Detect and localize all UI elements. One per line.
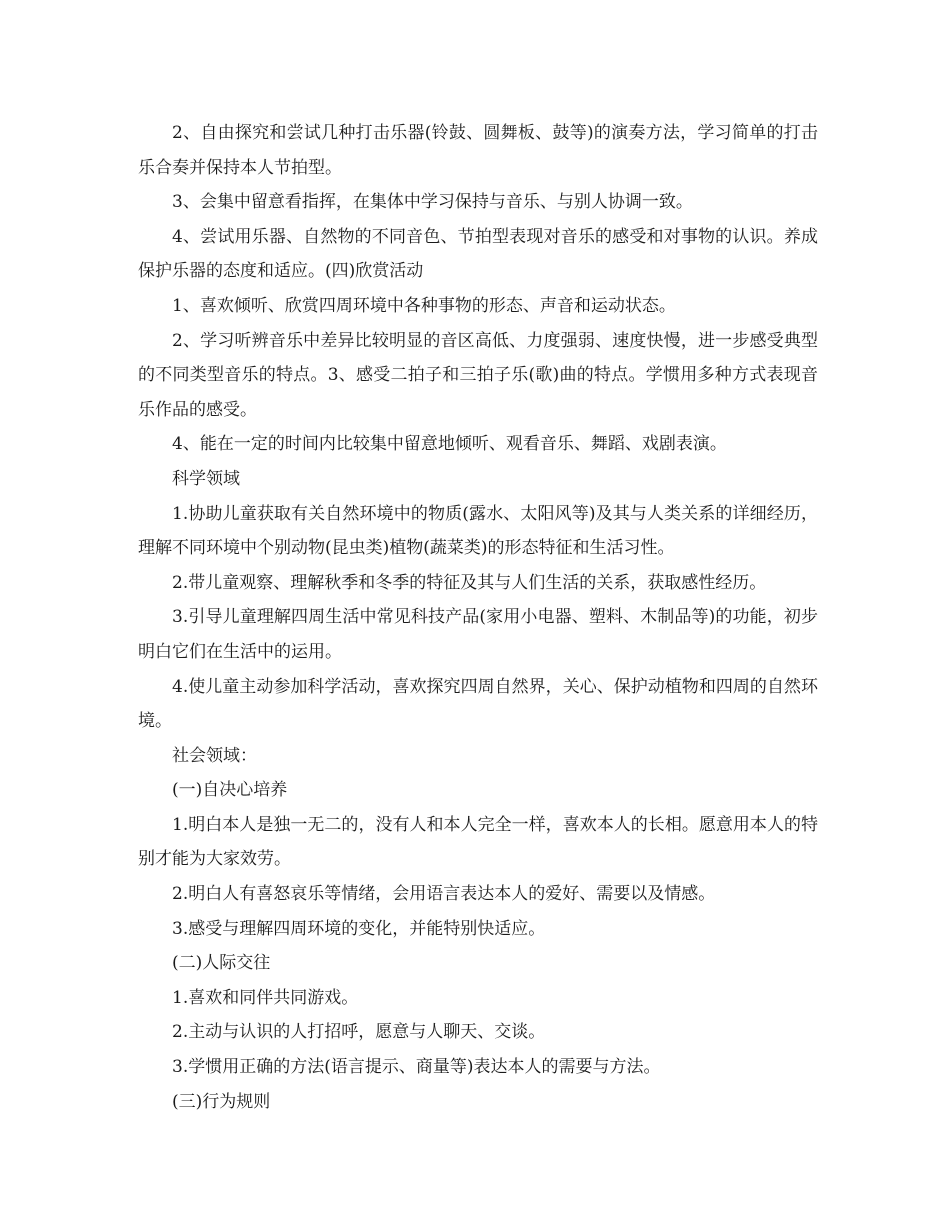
section-heading: 社会领域：	[172, 745, 257, 766]
paragraph: 3、会集中留意看指挥，在集体中学习保持与音乐、与别人协调一致。	[172, 192, 693, 213]
subsection-heading: (三)行为规则	[172, 1091, 271, 1112]
paragraph: 1.喜欢和同伴共同游戏。	[172, 987, 359, 1008]
subsection-heading: (二)人际交往	[172, 953, 271, 974]
paragraph: 2、学习听辨音乐中差异比较明显的音区高低、力度强弱、速度快慢，进一步感受典型的不同类型音乐的特点。3、感受二拍子和三拍子乐(歌)曲的特点。学惯用多种方式表现音乐作品的感受。	[138, 330, 818, 420]
paragraph: 2、自由探究和尝试几种打击乐器(铃鼓、圆舞板、鼓等)的演奏方法，学习简单的打击乐合奏并保持本人节拍型。	[138, 123, 818, 178]
paragraph: 3.学惯用正确的方法(语言提示、商量等)表达本人的需要与方法。	[172, 1057, 661, 1078]
paragraph: 3.引导儿童理解四周生活中常见科技产品(家用小电器、塑料、木制品等)的功能，初步明白它们在生活中的运用。	[138, 607, 818, 662]
paragraph: 1.协助儿童获取有关自然环境中的物质(露水、太阳风等)及其与人类关系的详细经历，理解不同环境中个别动物(昆虫类)植物(蔬菜类)的形态特征和生活习性。	[138, 503, 818, 559]
subsection-heading: (一)自决心培养	[172, 780, 288, 801]
paragraph: 4.使儿童主动参加科学活动，喜欢探究四周自然界，关心、保护动植物和四周的自然环境。	[138, 676, 818, 732]
document-body	[138, 116, 818, 1119]
paragraph: 2.主动与认识的人打招呼，愿意与人聊天、交谈。	[172, 1022, 546, 1043]
section-heading: 科学领域	[172, 468, 240, 489]
paragraph: 1、喜欢倾听、欣赏四周环境中各种事物的形态、声音和运动状态。	[172, 295, 676, 316]
paragraph: 4、能在一定的时间内比较集中留意地倾听、观看音乐、舞蹈、戏剧表演。	[172, 434, 727, 455]
paragraph: 4、尝试用乐器、自然物的不同音色、节拍型表现对音乐的感受和对事物的认识。养成保护乐器的态度和适应。(四)欣赏活动	[138, 226, 818, 282]
paragraph: 3.感受与理解四周环境的变化，并能特别快适应。	[172, 918, 546, 939]
paragraph: 1.明白本人是独一无二的，没有人和本人完全一样，喜欢本人的长相。愿意用本人的特别才能为大家效劳。	[138, 814, 818, 870]
paragraph: 2.带儿童观察、理解秋季和冬季的特征及其与人们生活的关系，获取感性经历。	[172, 572, 767, 593]
paragraph: 2.明白人有喜怒哀乐等情绪，会用语言表达本人的爱好、需要以及情感。	[172, 884, 716, 905]
